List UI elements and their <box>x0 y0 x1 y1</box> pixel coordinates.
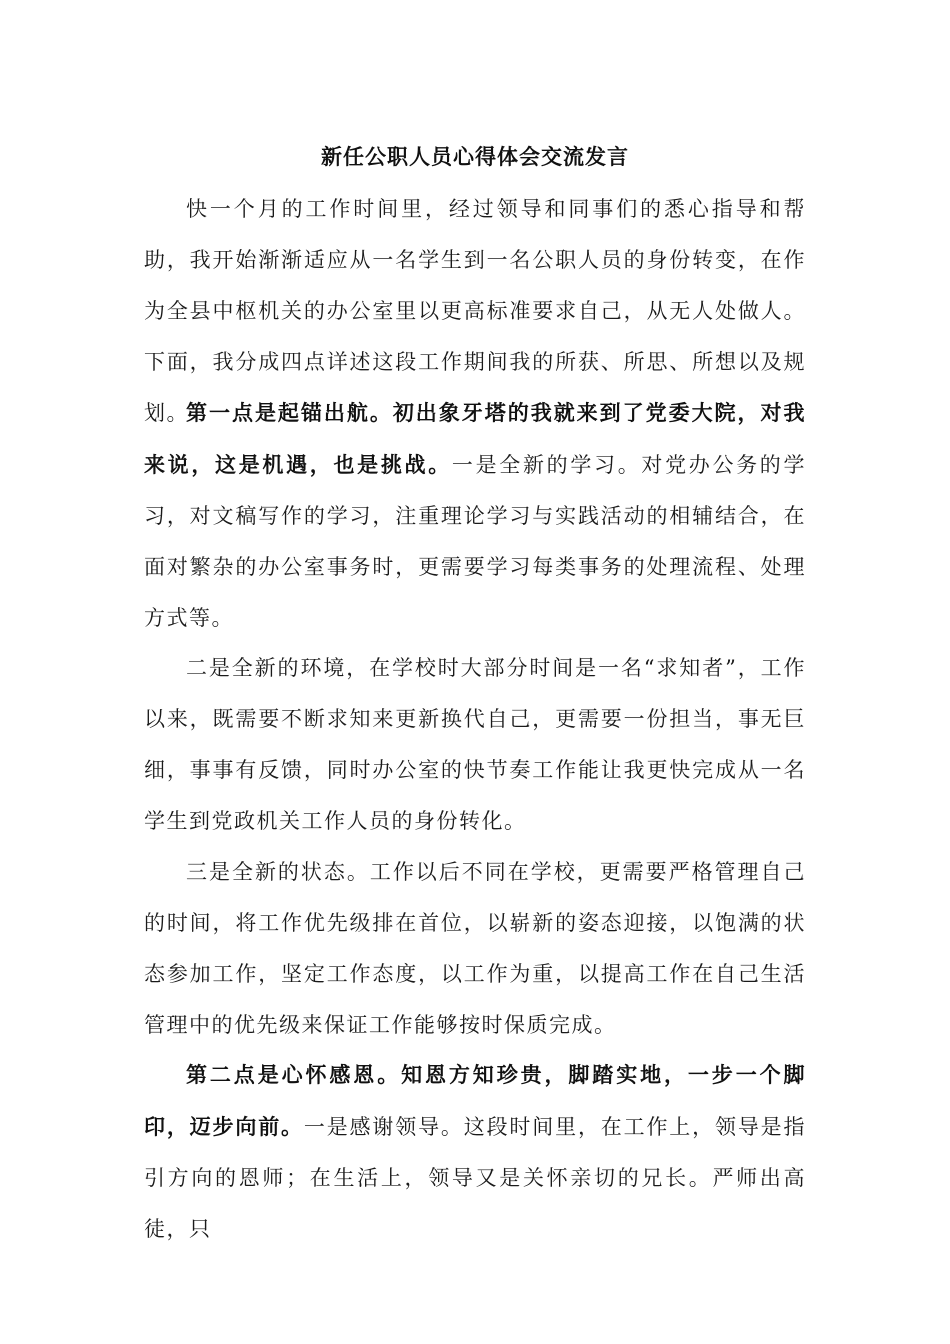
paragraph-environment <box>144 642 806 847</box>
paragraph-point-two <box>144 1049 806 1255</box>
paragraph-text: 一是感谢领导。这段时间里，在工作上，领导是指引方向的恩师；在生活上，领导又是关怀亲切的兄长。严师出高徒，只 <box>144 1115 806 1241</box>
paragraph-text: 三是全新的状态。工作以后不同在学校，更需要严格管理自己的时间，将工作优先级排在首位，以崭新的姿态迎接，以饱满的状态参加工作，坚定工作态度，以工作为重，以提高工作在自己生活管理中的优先级来保证工作能够按时保质完成。 <box>144 860 806 1037</box>
paragraph-lead: 第二点是心怀感恩。知恩方知珍贵，脚踏实地，一步一个脚印，迈步向前。 <box>144 1062 806 1139</box>
paragraph-text: 一是全新的学习。对党办公务的学习，对文稿写作的学习，注重理论学习与实践活动的相辅结合，在面对繁杂的办公室事务时，更需要学习每类事务的处理流程、处理方式等。 <box>144 453 806 630</box>
paragraph-text: 二是全新的环境，在学校时大部分时间是一名“求知者”，工作以来，既需要不断求知来更新换代自己，更需要一份担当，事无巨细，事事有反馈，同时办公室的快节奏工作能让我更快完成从一名学生到党政机关工作人员的身份转化。 <box>144 656 806 833</box>
paragraph-lead: 第一点是起锚出航。初出象牙塔的我就来到了党委大院，对我来说，这是机遇，也是挑战。 <box>144 400 806 477</box>
paragraph-state <box>144 846 806 1051</box>
paragraph-point-one <box>144 387 806 644</box>
document-title: 新任公职人员心得体会交流发言 <box>321 144 629 169</box>
paragraph-text: 快一个月的工作时间里，经过领导和同事们的悉心指导和帮助，我开始渐渐适应从一名学生到一名公职人员的身份转变，在作为全县中枢机关的办公室里以更高标准要求自己，从无人处做人。下面，我分成四点详述这段工作期间我的所获、所思、所想以及规划。 <box>144 197 806 425</box>
